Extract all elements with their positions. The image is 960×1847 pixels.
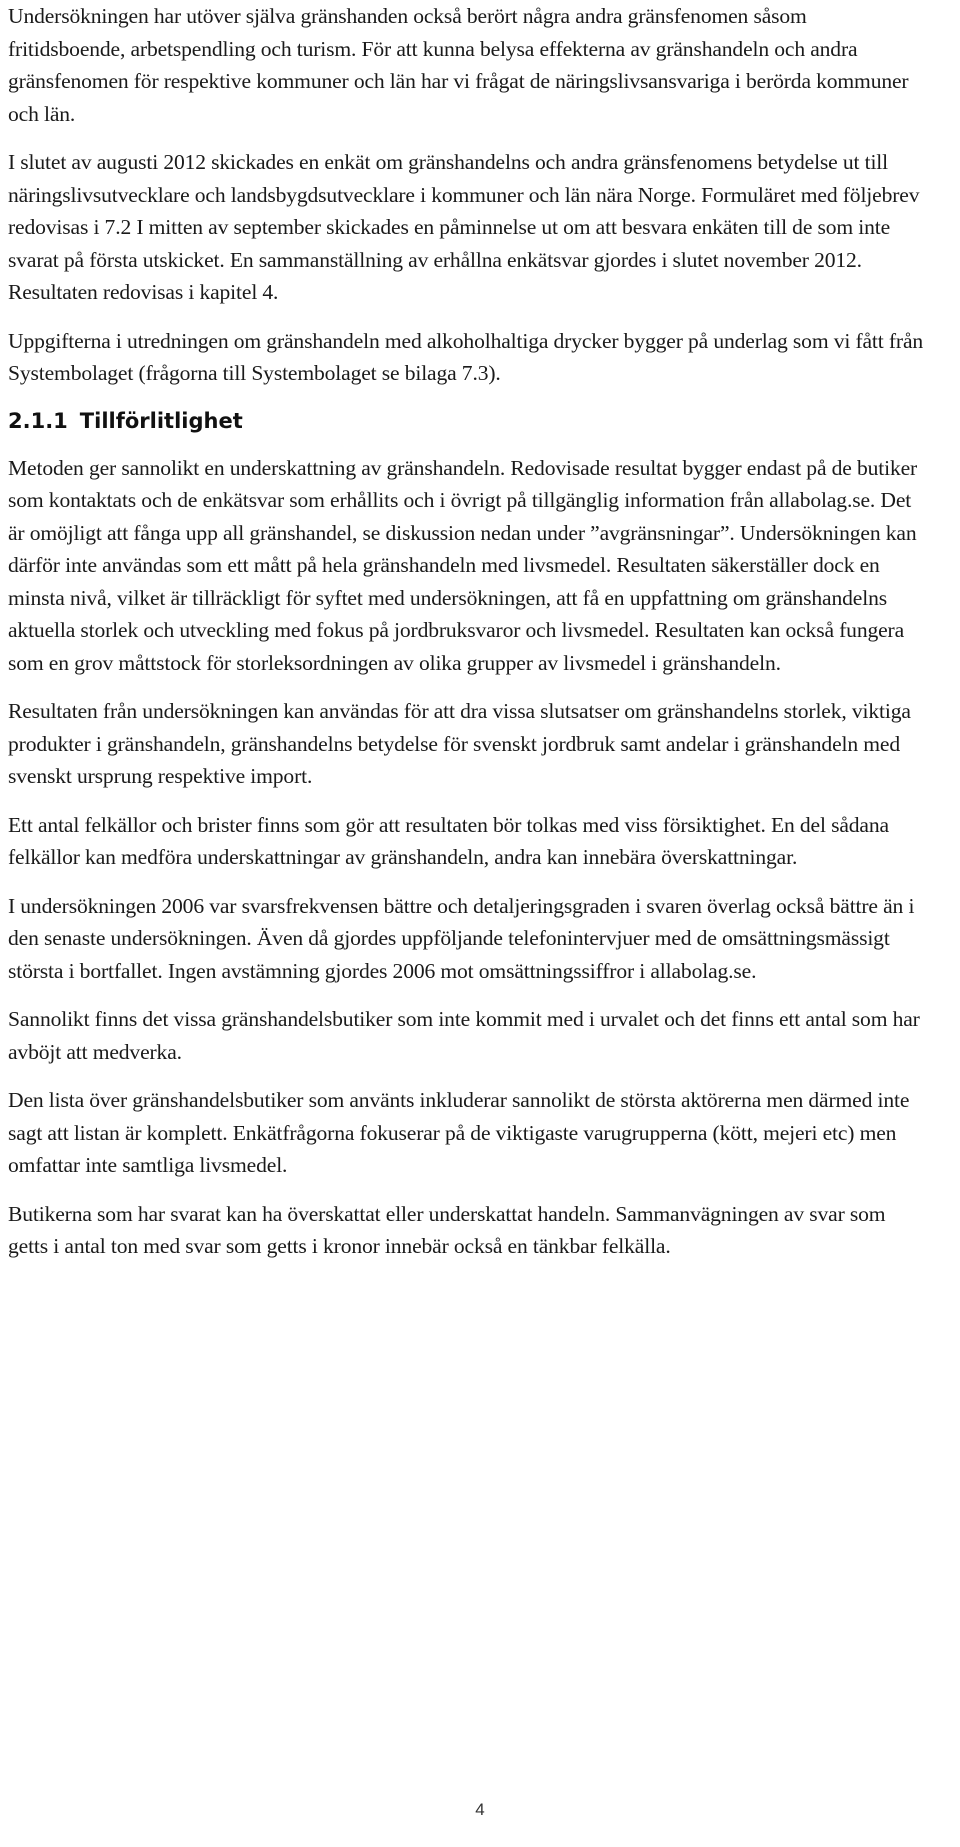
paragraph-error-sources: Ett antal felkällor och brister finns som gör att resultaten bör tolkas med viss försiktighet. En del sådana felkällor kan medföra underskattningar av gränshandeln, andra kan innebära överskattningar.: [8, 812, 889, 869]
paragraph-store-answers: Butikerna som har svarat kan ha överskattat eller underskattat handeln. Sammanvägningen av svar som getts i antal ton med svar som getts i kronor innebär också en tänkbar felkälla.: [8, 1201, 886, 1258]
paragraph-survey-2006: I undersökningen 2006 var svarsfrekvensen bättre och detaljeringsgraden i svaren överlag också bättre än i den senaste undersökningen. Även då gjordes uppföljande telefonintervjuer med de omsättningsmässigt största i bortfallet. Ingen avstämning gjordes 2006 mot omsättningssiffror i allabolag.se.: [8, 893, 915, 983]
paragraph-systembolaget-data: Uppgifterna i utredningen om gränshandeln med alkoholhaltiga drycker bygger på underlag som vi fått från Systembolaget (frågorna till Systembolaget se bilaga 7.3).: [8, 328, 924, 385]
paragraph-missing-stores: Sannolikt finns det vissa gränshandelsbutiker som inte kommit med i urvalet och det finns ett antal som har avböjt att medverka.: [8, 1007, 920, 1064]
paragraph-store-list: Den lista över gränshandelsbutiker som använts inkluderar sannolikt de största aktörerna men därmed inte sagt att listan är komplett. Enkätfrågorna fokuserar på de viktigaste varugrupperna (kött, mejeri etc) men omfattar inte samtliga livsmedel.: [8, 1088, 910, 1177]
section-number: 2.1.1: [8, 408, 68, 433]
paragraph-method-underestimate: Metoden ger sannolikt en underskattning av gränshandeln. Redovisade resultat bygger endast på de butiker som kontaktats och de enkätsvar som erhållits och i övrigt på tillgänglig information från allabolag.se. Det är omöjligt att fånga upp all gränshandel, se diskussion nedan under ”avgränsningar”. Undersökningen kan därför inte användas som ett mått på hela gränshandeln med livsmedel. Resultaten säkerställer dock en minsta nivå, vilket är tillräckligt för syftet med undersökningen, att få en uppfattning om gränshandelns aktuella storlek och utveckling med fokus på jordbruksvaror och livsmedel. Resultaten kan också fungera som en grov måttstock för storleksordningen av olika grupper av livsmedel i gränshandeln.: [8, 455, 918, 675]
section-title: Tillförlitlighet: [79, 408, 243, 433]
paragraph-intro-border-phenomena: Undersökningen har utöver själva gränshanden också berört några andra gränsfenomen såsom fritidsboende, arbetspendling och turism. För att kunna belysa effekterna av gränshandeln och andra gränsfenomen för respektive kommuner och län har vi frågat de näringslivsansvariga i berörda kommuner och län.: [8, 4, 909, 126]
document-page: [8, 0, 926, 1279]
paragraph-results-usage: Resultaten från undersökningen kan användas för att dra vissa slutsatser om gränshandelns storlek, viktiga produkter i gränshandeln, gränshandelns betydelse för svenskt jordbruk samt andelar i gränshandeln med svenskt ursprung respektive import.: [8, 699, 911, 788]
section-heading: [8, 406, 926, 436]
page-number: 4: [475, 1800, 485, 1819]
paragraph-survey-august-2012: I slutet av augusti 2012 skickades en enkät om gränshandelns och andra gränsfenomens betydelse ut till näringslivsutvecklare och landsbygdsutvecklare i kommuner och län nära Norge. Formuläret med följebrev redovisas i 7.2 I mitten av september skickades en påminnelse ut om att besvara enkäten till de som inte svarat på första utskicket. En sammanställning av erhållna enkätsvar gjordes i slutet november 2012. Resultaten redovisas i kapitel 4.: [8, 150, 920, 304]
